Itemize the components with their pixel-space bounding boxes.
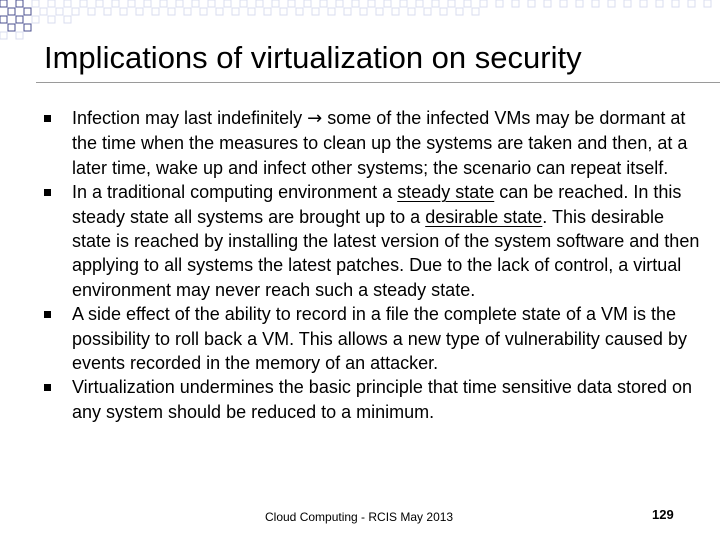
grid-square xyxy=(440,8,447,15)
text-segment: some of the infected VMs may be dormant at the time when the measures to clean up the systems are taken and then, at a later time, wake up and infect other systems; the scenario can repeat itself. xyxy=(72,108,688,178)
grid-square xyxy=(408,8,415,15)
grid-square xyxy=(328,8,335,15)
grid-square xyxy=(232,8,239,15)
grid-square xyxy=(112,0,119,7)
grid-square xyxy=(624,0,631,7)
square-bullet-icon xyxy=(44,115,51,122)
grid-square xyxy=(64,16,71,23)
slide-title: Implications of virtualization on security xyxy=(44,40,582,75)
grid-square xyxy=(160,0,167,7)
grid-square xyxy=(40,8,47,15)
grid-square xyxy=(224,0,231,7)
right-arrow-icon: → xyxy=(307,108,323,129)
text-segment: can be reached. In this steady state all systems are brought up to a xyxy=(72,182,682,227)
grid-square xyxy=(336,0,343,7)
grid-square xyxy=(304,0,311,7)
underlined-term: desirable state xyxy=(425,206,543,227)
grid-square xyxy=(152,8,159,15)
grid-square xyxy=(400,0,407,7)
underlined-term: steady state xyxy=(397,182,495,203)
text-segment: In a traditional computing environment a xyxy=(72,182,398,203)
grid-square xyxy=(424,8,431,15)
grid-square xyxy=(472,8,479,15)
grid-square xyxy=(8,8,15,15)
grid-square xyxy=(104,8,111,15)
corner-grid-decoration xyxy=(0,0,720,40)
grid-square xyxy=(136,8,143,15)
grid-square xyxy=(288,0,295,7)
bullet-item xyxy=(44,302,704,375)
grid-square xyxy=(312,8,319,15)
grid-square xyxy=(296,8,303,15)
grid-square xyxy=(0,16,7,23)
grid-square xyxy=(576,0,583,7)
grid-square xyxy=(200,8,207,15)
grid-square xyxy=(56,8,63,15)
square-bullet-icon xyxy=(44,384,51,391)
grid-square xyxy=(344,8,351,15)
page-number: 129 xyxy=(652,507,674,522)
grid-square xyxy=(480,0,487,7)
square-bullet-icon xyxy=(44,189,51,196)
grid-square xyxy=(432,0,439,7)
grid-square xyxy=(256,0,263,7)
grid-square xyxy=(376,8,383,15)
grid-square xyxy=(448,0,455,7)
grid-square xyxy=(96,0,103,7)
grid-square xyxy=(320,0,327,7)
grid-square xyxy=(72,8,79,15)
bullet-text xyxy=(72,182,699,300)
grid-square xyxy=(192,0,199,7)
grid-square xyxy=(560,0,567,7)
grid-square xyxy=(640,0,647,7)
bullet-item xyxy=(44,375,704,424)
grid-square xyxy=(264,8,271,15)
grid-square xyxy=(208,0,215,7)
grid-square xyxy=(0,0,7,7)
text-segment: A side effect of the ability to record in a file the complete state of a VM is the possibility to roll back a VM. This allows a new type of vulnerability caused by events recorded in the memory of an attacker. xyxy=(72,304,687,374)
grid-square xyxy=(352,0,359,7)
bullet-text xyxy=(72,108,687,178)
grid-square xyxy=(48,0,55,7)
grid-square xyxy=(280,8,287,15)
text-segment: Virtualization undermines the basic principle that time sensitive data stored on any system should be reduced to a minimum. xyxy=(72,377,693,422)
footer-text: Cloud Computing - RCIS May 2013 xyxy=(265,510,454,524)
grid-square xyxy=(8,24,15,31)
grid-square xyxy=(88,8,95,15)
grid-square xyxy=(240,0,247,7)
text-segment: . This desirable state is reached by installing the latest version of the system software and then applying to all systems the latest patches. Due to the lack of control, a virtual environment may never reach such a steady state. xyxy=(72,206,700,300)
bullet-text xyxy=(72,377,692,421)
grid-square xyxy=(0,32,7,39)
grid-square xyxy=(48,16,55,23)
grid-square xyxy=(672,0,679,7)
grid-square xyxy=(248,8,255,15)
grid-square xyxy=(16,16,23,23)
grid-square xyxy=(456,8,463,15)
grid-square xyxy=(80,0,87,7)
grid-square xyxy=(464,0,471,7)
grid-square xyxy=(168,8,175,15)
grid-square xyxy=(16,0,23,7)
grid-square xyxy=(416,0,423,7)
grid-square xyxy=(688,0,695,7)
grid-square xyxy=(544,0,551,7)
grid-square xyxy=(176,0,183,7)
text-segment: Infection may last indefinitely xyxy=(72,108,308,128)
grid-square xyxy=(496,0,503,7)
grid-square xyxy=(656,0,663,7)
grid-square xyxy=(32,16,39,23)
grid-square xyxy=(608,0,615,7)
grid-square xyxy=(144,0,151,7)
grid-square xyxy=(704,0,711,7)
square-bullet-icon xyxy=(44,311,51,318)
grid-square xyxy=(360,8,367,15)
grid-square xyxy=(120,8,127,15)
bullet-item xyxy=(44,106,704,180)
grid-square xyxy=(592,0,599,7)
grid-square xyxy=(24,24,31,31)
bullet-list xyxy=(44,106,704,424)
grid-square xyxy=(16,32,23,39)
grid-square xyxy=(384,0,391,7)
grid-square xyxy=(368,0,375,7)
grid-square xyxy=(128,0,135,7)
title-divider xyxy=(36,82,720,83)
grid-square xyxy=(32,0,39,7)
grid-square xyxy=(24,8,31,15)
bullet-text xyxy=(72,304,687,373)
grid-square xyxy=(528,0,535,7)
grid-square xyxy=(64,0,71,7)
grid-square xyxy=(272,0,279,7)
bullet-item xyxy=(44,180,704,302)
grid-square xyxy=(216,8,223,15)
grid-square xyxy=(392,8,399,15)
grid-square xyxy=(184,8,191,15)
grid-square xyxy=(512,0,519,7)
